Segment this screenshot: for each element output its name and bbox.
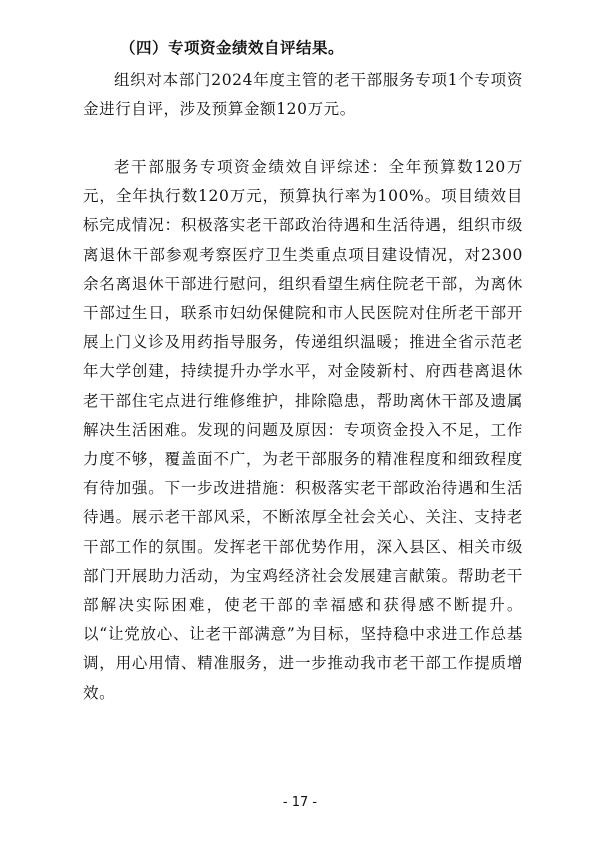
- paragraph-self-evaluation-scope: 组织对本部门2024年度主管的老干部服务专项1个专项资金进行自评，涉及预算金额120万元。: [83, 71, 523, 119]
- page-number: - 17 -: [282, 795, 318, 810]
- section-heading: （四）专项资金绩效自评结果。: [120, 38, 345, 57]
- paragraph-evaluation-summary: 老干部服务专项资金绩效自评综述：全年预算数120万元，全年执行数120万元，预算执行率为100%。项目绩效目标完成情况：积极落实老干部政治待遇和生活待遇，组织市级离退休干部参观考察医疗卫生类重点项目建设情况，对2300余名离退休干部进行慰问，组织看望生病住院老干部，为离休干部过生日，联系市妇幼保健院和市人民医院对住所老干部开展上门义诊及用药指导服务，传递组织温暖；推进全省示范老年大学创建，持续提升办学水平，对金陵新村、府西巷离退休老干部住宅点进行维修维护，排除隐患，帮助离休干部及遗属解决生活困难。发现的问题及原因：专项资金投入不足，工作力度不够，覆盖面不广，为老干部服务的精准程度和细致程度有待加强。下一步改进措施：积极落实老干部政治待遇和生活待遇。展示老干部风采，不断浓厚全社会关心、关注、支持老干部工作的氛围。发挥老干部优势作用，深入县区、相关市级部门开展助力活动，为宝鸡经济社会发展建言献策。帮助老干部解决实际困难，使老干部的幸福感和获得感不断提升。以“让党放心、让老干部满意”为目标，坚持稳中求进工作总基调，用心用情、精准服务，进一步推动我市老干部工作提质增效。: [83, 158, 523, 702]
